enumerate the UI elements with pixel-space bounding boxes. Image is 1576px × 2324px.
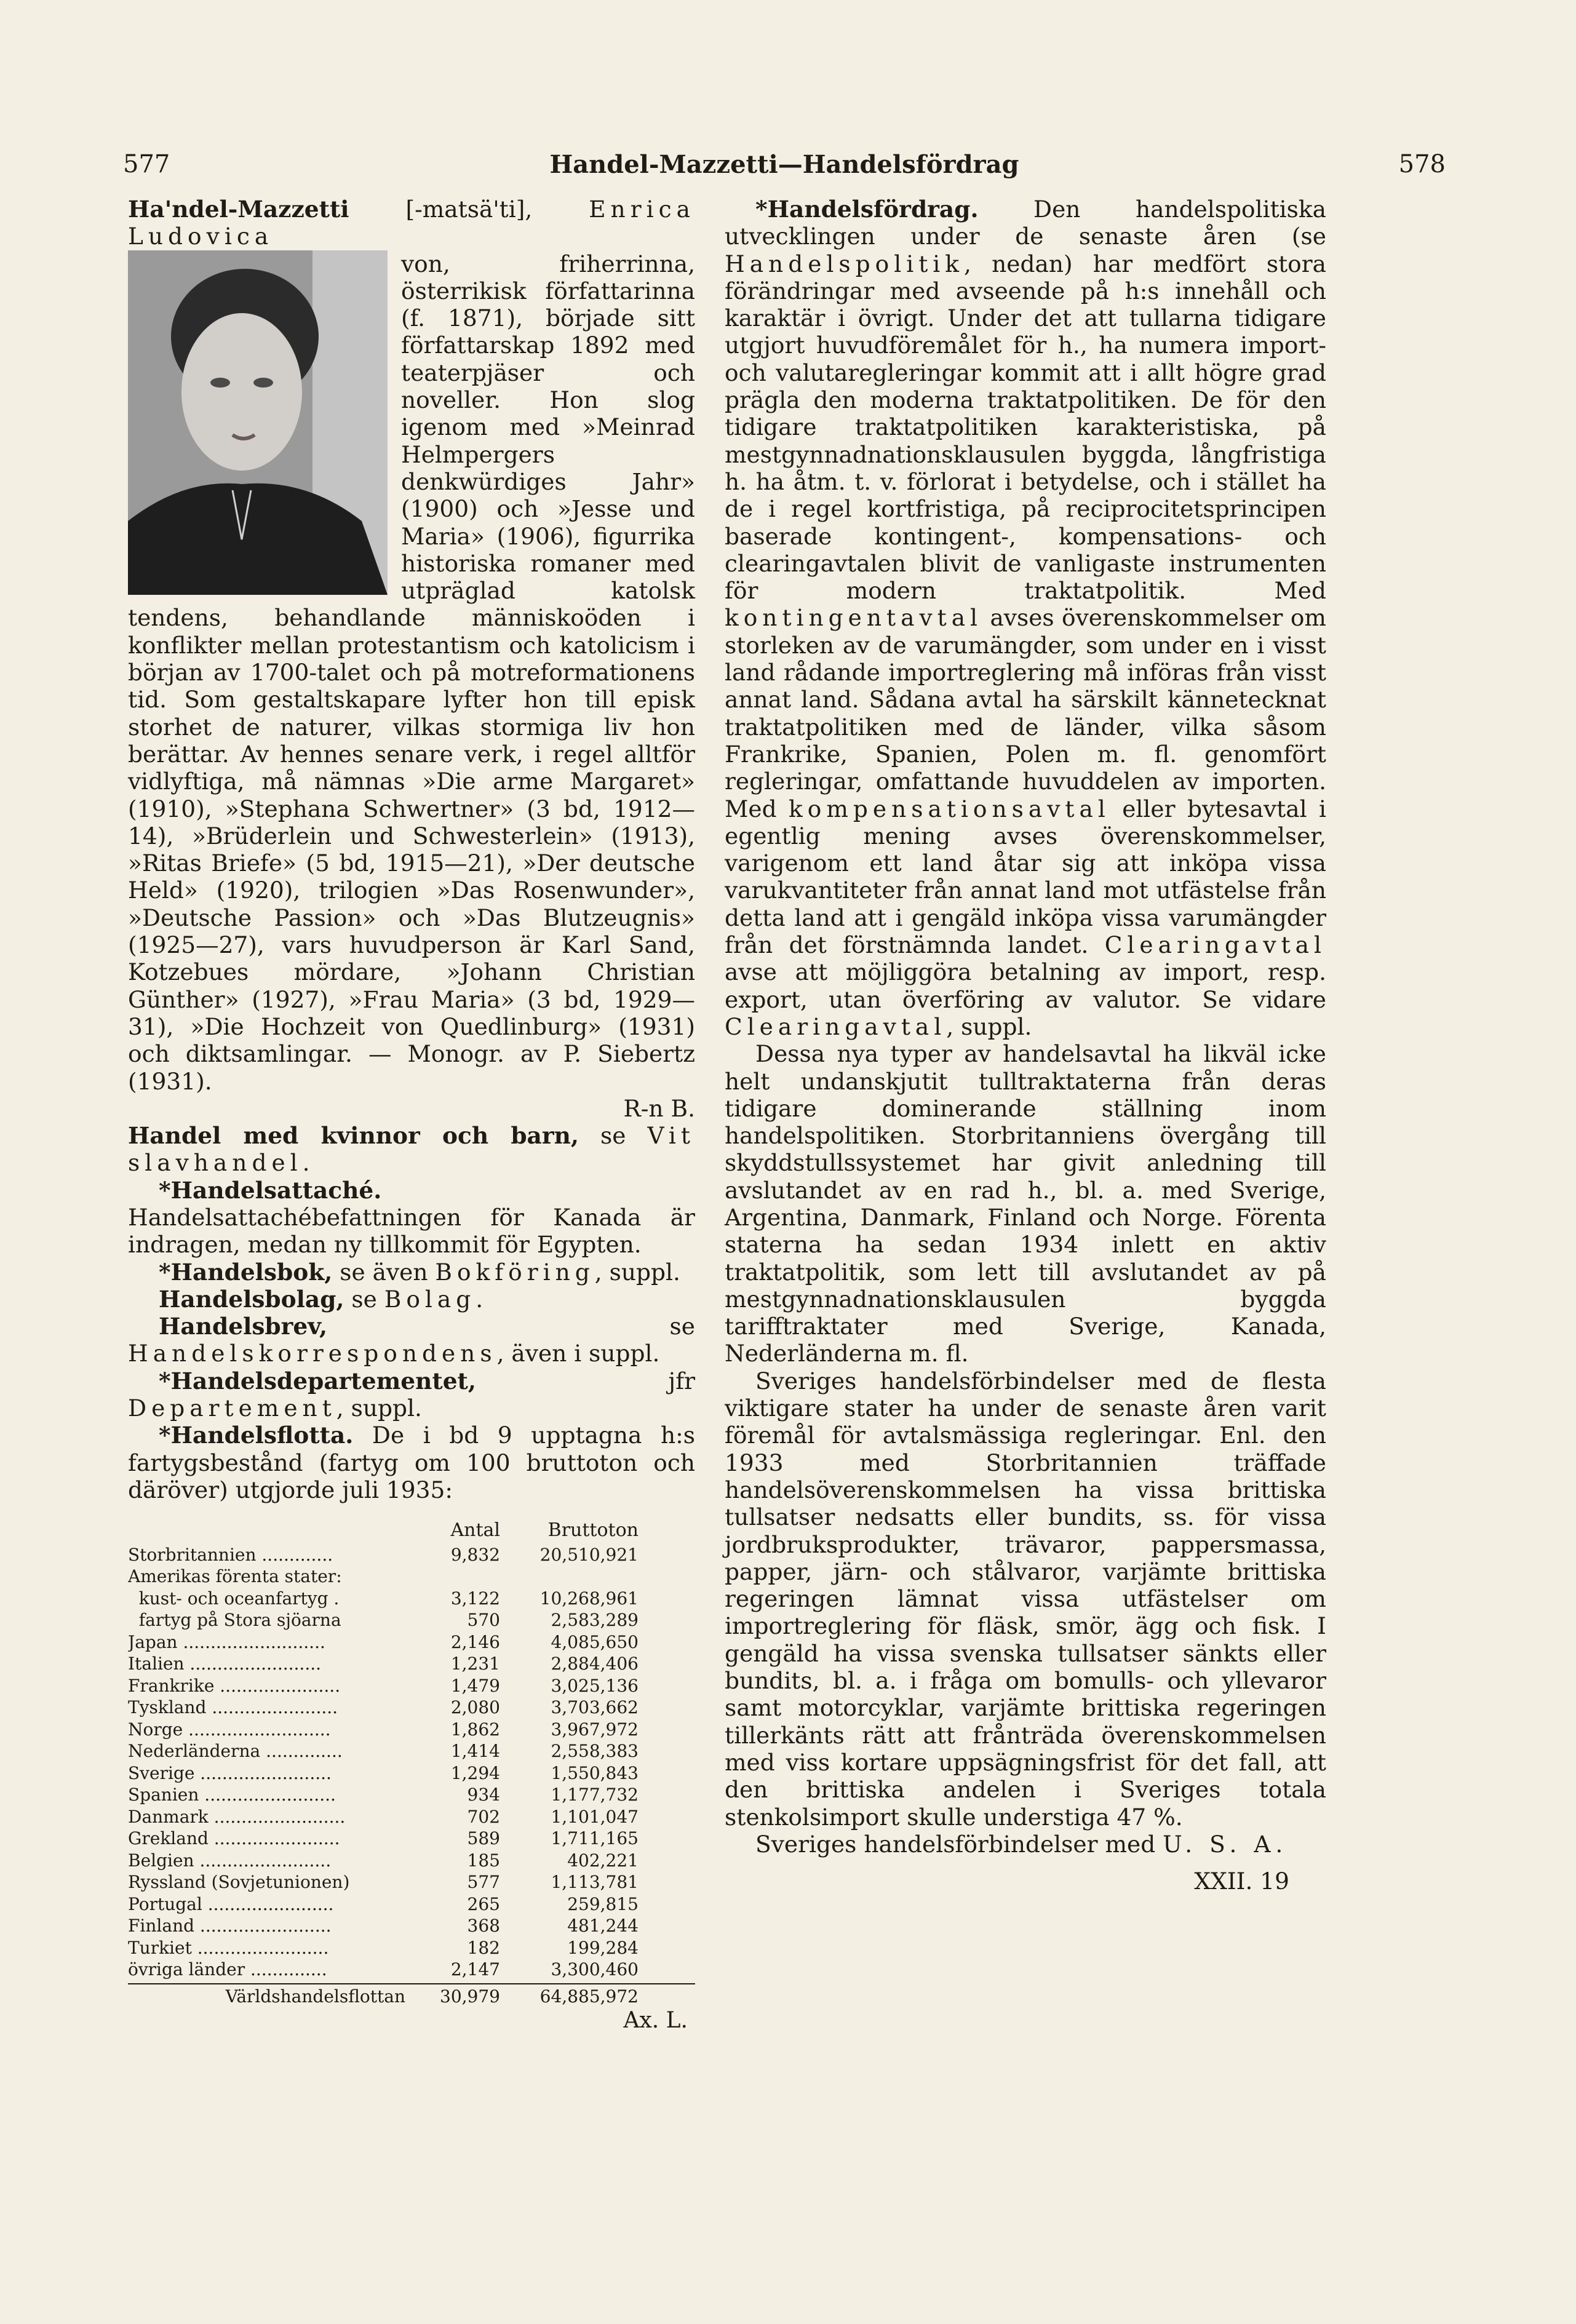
entry-headword: *Handelsdepartementet, [159, 1367, 476, 1395]
table-row [128, 1893, 695, 1916]
country-cell: Nederländerna .............. [128, 1741, 343, 1762]
antal-cell: 589 [467, 1828, 500, 1849]
bruttoton-cell: 1,550,843 [551, 1762, 639, 1783]
entry-handelsbolag [128, 1286, 695, 1313]
cross-reference: Handelskorrespondens [128, 1340, 497, 1367]
page-number-left: 577 [123, 150, 170, 178]
paragraph-tulltraktater: Dessa nya typer av handelsavtal ha likväl icke helt undanskjutit tulltraktaterna från deras tidigare dominerande ställning inom handelspolitiken. Storbritanniens övergång till skyddstullssystemet har givit anledning till avslutandet av en rad h., bl. a. med Sverige, Argentina, Danmark, Finland och Norge. Förenta staterna ha sedan 1934 inlett en aktiv traktatpolitik, som lett till avslutandet av på mestgynnadnationsklausulen byggda tarifftraktater med Sverige, Kanada, Nederländerna m. fl. [725, 1040, 1326, 1367]
entry-text: avse att möjliggöra betalning av import, resp. export, utan överföring av valutor. Se vidare [725, 958, 1326, 1013]
table-row [128, 1631, 695, 1653]
paragraph-sveriges-handelsforbindelser: Sveriges handelsförbindelser med de flesta viktigare stater ha under de senaste åren varit föremål för avtalsmässiga regleringar. Enl. den 1933 med Storbritannien träffade handelsöverenskommelsen ha vissa brittiska tullsatser nedsatts eller bundits, ss. för vissa jordbruksprodukter, trävaror, pappersmassa, papper, järn- och stålvaror, varjämte brittiska regeringen lämnat vissa utfästelser om importreglering för fläsk, smör, ägg och fisk. I gengäld ha vissa svenska tullsatser sänkts eller bundits, bl. a. i fråga om bomulls- och yllevaror samt motorcyklar, varjämte brittiska regeringen tillerkänts rätt att frånträda överenskommelsen med viss kortare uppsägningsfrist för det fall, att den brittiska andelen i Sveriges totala stenkolsimport skulle understiga 47 %. [725, 1367, 1326, 1831]
bruttoton-cell: 10,268,961 [539, 1588, 639, 1609]
country-cell: Finland ........................ [128, 1916, 332, 1936]
table-row [128, 1697, 695, 1719]
entry-text: eller bytesavtal i egentlig mening avses överenskommelser, varigenom ett land åtar sig att inköpa vissa varukvantiteter från annat land mot utfästelse från detta land att i gengäld inköpa vissa varumängder från det förstnämnda landet. [725, 795, 1327, 959]
table-row [128, 1609, 695, 1631]
see-text: se [344, 1285, 384, 1313]
page-number-right: 578 [1398, 150, 1446, 178]
bruttoton-cell [500, 1566, 639, 1588]
antal-cell: 368 [467, 1916, 500, 1936]
country-cell: övriga länder .............. [128, 1959, 327, 1980]
suppl-text: , även i suppl. [496, 1340, 660, 1367]
country-cell: Japan .......................... [128, 1631, 325, 1652]
country-cell: Grekland ....................... [128, 1828, 340, 1849]
antal-cell: 577 [467, 1872, 500, 1893]
country-cell: Spanien ........................ [128, 1785, 336, 1805]
table-body [128, 1544, 695, 1981]
entry-headword: Handelsbrev, [159, 1313, 328, 1340]
antal-cell: 3,122 [450, 1588, 500, 1609]
bruttoton-cell: 1,177,732 [551, 1785, 639, 1805]
bruttoton-cell: 3,967,972 [551, 1719, 639, 1740]
total-bruttoton: 64,885,972 [539, 1986, 639, 2007]
page-header [123, 145, 1446, 188]
bruttoton-cell: 402,221 [567, 1850, 639, 1871]
bruttoton-cell: 2,583,289 [551, 1610, 639, 1631]
bruttoton-cell: 2,558,383 [551, 1741, 639, 1762]
cross-reference: Vit slavhandel [128, 1122, 695, 1177]
antal-cell: 1,862 [450, 1719, 500, 1740]
pronunciation: [-matsä'ti], [349, 196, 589, 223]
bruttoton-cell: 2,884,406 [551, 1653, 639, 1674]
fleet-table [128, 1519, 695, 2032]
entry-headword: *Handelsfördrag. [755, 196, 979, 223]
antal-cell: 934 [467, 1785, 500, 1805]
antal-cell: 185 [467, 1850, 500, 1871]
entry-text: Handelsattachébefattningen för Kanada är indragen, medan ny tillkommit för Egypten. [128, 1203, 695, 1259]
country-cell: Amerikas förenta stater: [128, 1566, 342, 1587]
term-emphasis: Clearingavtal [1104, 931, 1326, 959]
country-cell: Ryssland (Sovjetunionen) [128, 1872, 350, 1893]
see-text: se [578, 1122, 648, 1150]
table-row [128, 1850, 695, 1872]
table-row [128, 1762, 695, 1785]
table-row [128, 1828, 695, 1850]
entry-text: Sveriges handelsförbindelser med [755, 1830, 1163, 1858]
entry-headword: *Handelsflotta. [159, 1422, 354, 1449]
table-row [128, 1937, 695, 1959]
country-cell: Danmark ........................ [128, 1806, 346, 1827]
table-row [128, 1959, 695, 1981]
suppl-text: , suppl. [336, 1395, 422, 1422]
antal-cell: 9,832 [450, 1544, 500, 1565]
total-label: Världshandelsflottan [225, 1986, 405, 2007]
term-emphasis: U. S. A. [1163, 1830, 1288, 1858]
table-row [128, 1719, 695, 1741]
table-row [128, 1915, 695, 1937]
table-row [128, 1675, 695, 1697]
entry-text: Den handelspolitiska utvecklingen under de senaste åren (se [725, 196, 1326, 250]
entry-handelsfordrag [725, 196, 1326, 1040]
bruttoton-cell: 259,815 [567, 1893, 639, 1914]
table-row [128, 1566, 695, 1588]
country-cell: Belgien ........................ [128, 1850, 332, 1871]
volume-signature: XXII. 19 [1194, 1868, 1289, 1895]
bruttoton-cell: 20,510,921 [539, 1544, 639, 1565]
punctuation: . [302, 1149, 310, 1177]
entry-handelsbrev [128, 1313, 695, 1367]
header-antal: Antal [450, 1519, 500, 1542]
country-cell: kust- och oceanfartyg . [128, 1588, 340, 1609]
entry-handelsbok [128, 1259, 695, 1286]
antal-cell: 1,231 [450, 1653, 500, 1674]
antal-cell [414, 1566, 500, 1588]
bruttoton-cell: 4,085,650 [551, 1631, 639, 1652]
antal-cell: 2,080 [450, 1697, 500, 1718]
table-row [128, 1784, 695, 1806]
see-text: jfr [476, 1367, 695, 1395]
entry-headword: Handelsbolag, [159, 1285, 344, 1313]
author-signature: R-n B. [623, 1094, 695, 1122]
see-text: se även [332, 1258, 436, 1286]
entry-text: avses överenskommelser om storleken av de varumängder, som under en i visst land rådande importreglering må införas från visst annat land. Sådana avtal ha särskilt kännetecknat traktatpolitiken med de länder, vilka såsom Frankrike, Spanien, Polen m. fl. genomfört regleringar, omfattande huvuddelen av importen. Med [725, 604, 1326, 822]
country-cell: Italien ........................ [128, 1653, 322, 1674]
antal-cell: 570 [467, 1610, 500, 1631]
country-cell: Tyskland ....................... [128, 1697, 338, 1718]
entry-handelsdepartementet [128, 1367, 695, 1422]
table-row [128, 1544, 695, 1566]
country-cell: Turkiet ........................ [128, 1937, 329, 1958]
bruttoton-cell: 481,244 [567, 1916, 639, 1936]
running-title: Handel-Mazzetti—Handelsfördrag [549, 150, 1019, 179]
cross-reference: Departement [128, 1395, 336, 1422]
country-cell: Sverige ........................ [128, 1762, 332, 1783]
table-header [128, 1519, 695, 1542]
table-row [128, 1653, 695, 1675]
header-spacer [128, 1519, 414, 1542]
bruttoton-cell: 3,703,662 [551, 1697, 639, 1718]
entry-text: De i bd 9 upptagna h:s fartygsbestånd (fartyg om 100 bruttoton och däröver) utgjorde juli 1935: [128, 1422, 695, 1503]
antal-cell: 2,146 [450, 1631, 500, 1652]
country-cell: Portugal ....................... [128, 1893, 334, 1914]
entry-text: von, friherrinna, österrikisk författarinna (f. 1871), började sitt författarskap 1892 med teaterpjäser och noveller. Hon slog igenom med »Meinrad Helmpergers denkwürdiges Jahr» (1900) och »Jesse und Maria» (1906), figurrika historiska romaner med utpräglad katolsk tendens, behandlande människoöden i konflikter mellan protestantism och katolicism i början av 1700-talet och på motreformationens tid. Som gestaltskapare lyfter hon till episk storhet de naturer, vilkas stormiga liv hon berättar. Av hennes senare verk, i regel alltför vidlyftiga, må nämnas »Die arme Margaret» (1910), »Stephana Schwertner» (3 bd, 1912—14), »Brüderlein und Schwesterlein» (1913), »Ritas Briefe» (5 bd, 1915—21), »Der deutsche Held» (1920), trilogien »Das Rosenwunder», »Deutsche Passion» och »Das Blutzeugnis» (1925—27), vars huvudperson är Karl Sand, Kotzebues mördare, »Johann Christian Günther» (1927), »Frau Maria» (3 bd, 1929—31), »Die Hochzeit von Quedlinburg» (1931) och diktsamlingar. — Monogr. av P. Siebertz (1931). [128, 250, 695, 1095]
table-row [128, 1588, 695, 1610]
entry-text: , nedan) har medfört stora förändringar med avseende på h:s innehåll och karaktär i övrigt. Under det att tullarna tidigare utgjort huvudföremålet för h., ha numera import- och valutaregleringar kommit att i allt högre grad prägla den moderna traktatpolitiken. De för den tidigare traktatpolitiken karakteristiska, på mestgynnadnationsklausulen byggda, långfristiga h. ha åtm. t. v. förlorat i betydelse, och i stället ha de i regel kortfristiga, på reciprocitetsprincipen baserade kontingent-, kompensations- och clearingavtalen blivit de vanligaste instrumenten för modern traktatpolitik. Med [725, 250, 1326, 605]
total-antal: 30,979 [440, 1986, 500, 2007]
header-bruttoton: Bruttoton [547, 1519, 639, 1542]
table-total-row [128, 1983, 695, 2008]
punctuation: . [476, 1285, 484, 1313]
entry-headword: Handel med kvinnor och barn, [128, 1122, 579, 1150]
antal-cell: 1,479 [450, 1675, 500, 1696]
entry-handel-mazzetti-body [128, 250, 695, 1095]
entry-headword: *Handelsbok, [159, 1258, 333, 1286]
see-text: se [327, 1313, 695, 1340]
entry-handelsflotta [128, 1422, 695, 1503]
table-signature: Ax. L. [623, 2008, 688, 2034]
bruttoton-cell: 1,113,781 [551, 1872, 639, 1893]
suppl-text: , suppl. [594, 1258, 680, 1286]
cross-reference: Bolag [384, 1285, 476, 1313]
person-name: Enrica Ludovica [128, 196, 695, 250]
antal-cell: 1,414 [450, 1741, 500, 1762]
bruttoton-cell: 199,284 [567, 1937, 639, 1958]
term-emphasis: kompensationsavtal [789, 795, 1110, 822]
term-emphasis: kontingentavtal [725, 604, 983, 632]
cross-reference: Handelspolitik [725, 250, 965, 277]
entry-headword: *Handelsattaché. [159, 1176, 382, 1204]
entry-handelsattache [128, 1177, 695, 1259]
suppl-text: , suppl. [946, 1013, 1032, 1040]
portrait-photo [128, 250, 388, 595]
cross-reference: Bokföring [435, 1258, 595, 1286]
country-cell: Storbritannien ............. [128, 1544, 333, 1565]
country-cell: Frankrike ...................... [128, 1675, 341, 1696]
bruttoton-cell: 3,025,136 [551, 1675, 639, 1696]
antal-cell: 2,147 [450, 1959, 500, 1980]
antal-cell: 702 [467, 1806, 500, 1827]
bruttoton-cell: 3,300,460 [551, 1959, 639, 1980]
antal-cell: 265 [467, 1893, 500, 1914]
table-row [128, 1740, 695, 1762]
bruttoton-cell: 1,101,047 [551, 1806, 639, 1827]
antal-cell: 182 [467, 1937, 500, 1958]
right-column [725, 196, 1326, 1895]
bruttoton-cell: 1,711,165 [551, 1828, 639, 1849]
antal-cell: 1,294 [450, 1762, 500, 1783]
table-row [128, 1871, 695, 1893]
left-column [128, 196, 695, 2032]
entry-headword: Ha'ndel-Mazzetti [128, 196, 349, 223]
country-cell: Norge .......................... [128, 1719, 331, 1740]
paragraph-usa [725, 1831, 1326, 1858]
entry-handel-med-kvinnor [128, 1122, 695, 1177]
entry-handel-mazzetti [128, 196, 695, 250]
portrait-figure [128, 250, 388, 595]
table-row [128, 1806, 695, 1828]
cross-reference: Clearingavtal [725, 1013, 947, 1040]
country-cell: fartyg på Stora sjöarna [128, 1610, 341, 1631]
